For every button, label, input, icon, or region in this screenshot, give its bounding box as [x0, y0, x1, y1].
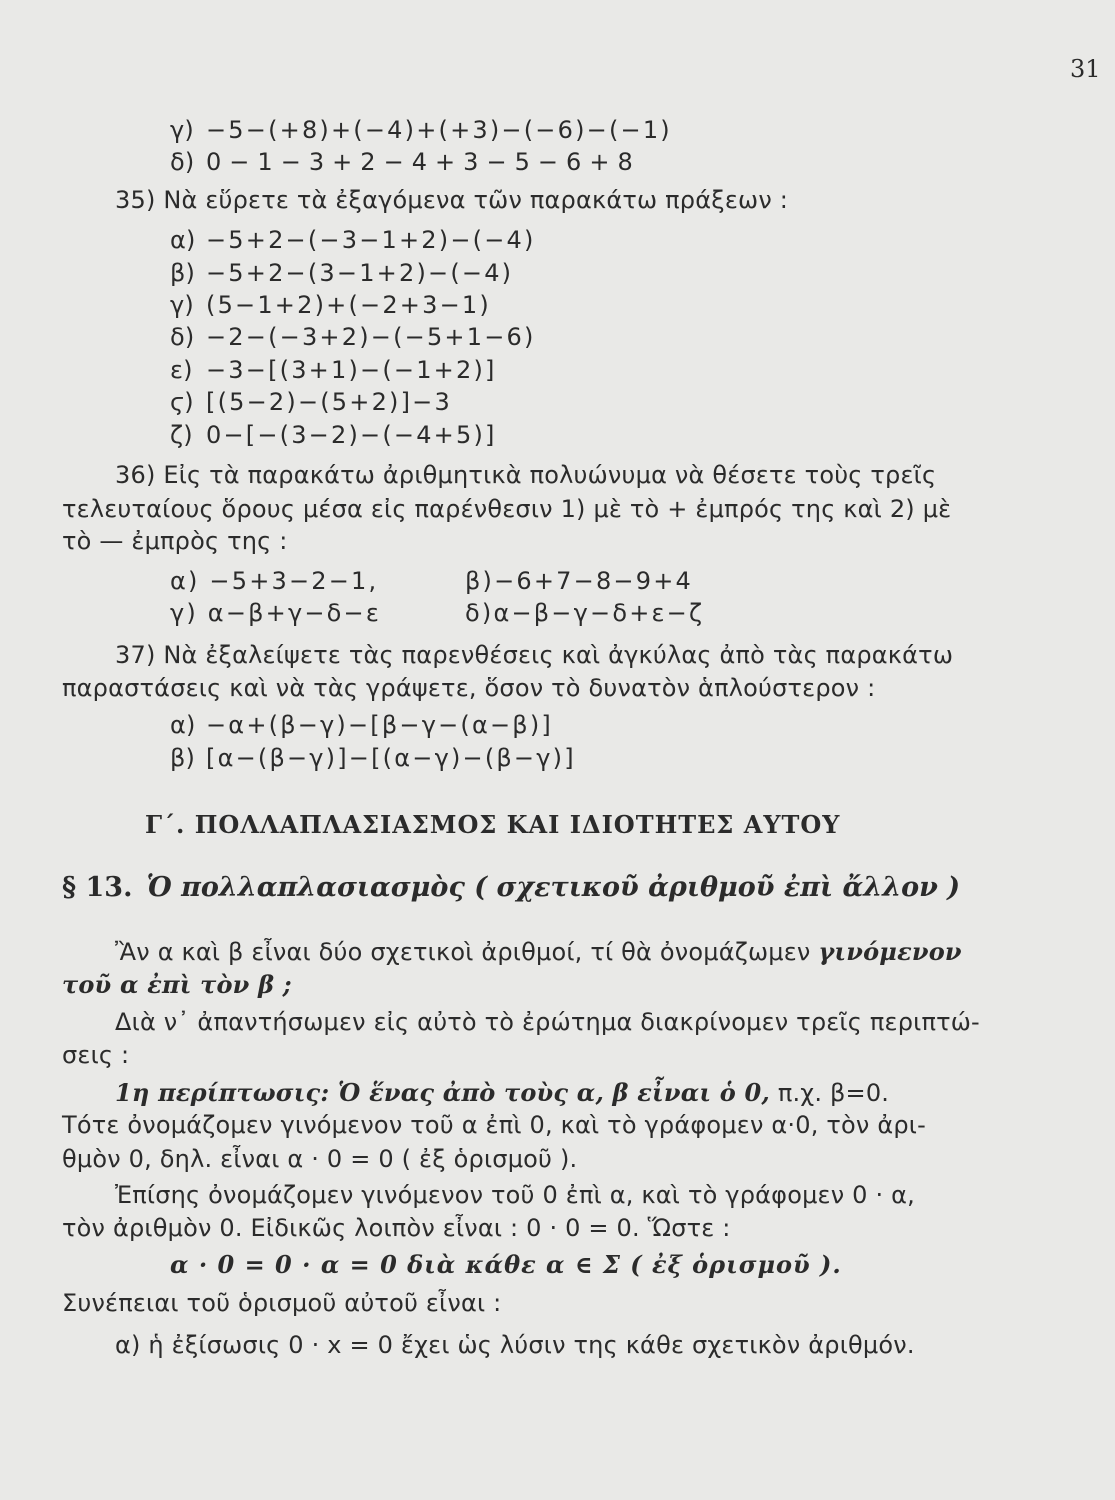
- definition-formula: α · 0 = 0 · α = 0 διὰ κάθε α ∈ Σ ( ἐξ ὁρισμοῦ ).: [170, 1250, 842, 1279]
- item-label: δ): [170, 323, 195, 351]
- paragraph-line: α) ἡ ἐξίσωσις 0 · x = 0 ἔχει ὡς λύσιν της κάθε σχετικὸν ἀριθμόν.: [115, 1331, 915, 1359]
- section-title: Ὁ πολλαπλασιασμὸς ( σχετικοῦ ἀριθμοῦ ἐπὶ ἄλλον ): [146, 872, 961, 903]
- item-label: γ): [170, 291, 194, 319]
- list-item: [170, 115, 672, 145]
- item-label: α): [170, 226, 196, 254]
- page-number: 31: [1070, 55, 1101, 83]
- item-label: α): [170, 711, 196, 739]
- item-expression: −2−(−3+2)−(−5+1−6): [206, 323, 536, 351]
- item-expression: −5−(+8)+(−4)+(+3)−(−6)−(−1): [206, 116, 672, 144]
- list-item: [170, 420, 497, 450]
- exercise-36-line: τελευταίους ὅρους μέσα εἰς παρένθεσιν 1) μὲ τὸ + ἐμπρός της καὶ 2) μὲ: [62, 495, 952, 523]
- case-1-heading: [115, 1078, 889, 1108]
- item-expression: −3−[(3+1)−(−1+2)]: [206, 356, 497, 384]
- list-item: [170, 743, 576, 773]
- exercise-37-line: 37) Νὰ ἐξαλείψετε τὰς παρενθέσεις καὶ ἀγκύλας ἀπὸ τὰς παρακάτω: [115, 641, 954, 669]
- item-expression: (5−1+2)+(−2+3−1): [206, 291, 491, 319]
- paragraph-text: Ἂν α καὶ β εἶναι δύο σχετικοὶ ἀριθμοί, τί θὰ ὀνομάζωμεν: [115, 938, 811, 966]
- exercise-36-item: α) −5+3−2−1,: [170, 567, 379, 595]
- section-number: § 13.: [62, 872, 133, 903]
- exercise-35-title: 35) Νὰ εὕρετε τὰ ἐξαγόμενα τῶν παρακάτω πράξεων :: [115, 186, 789, 214]
- list-item: [170, 290, 491, 320]
- list-item: [170, 322, 536, 352]
- case-1-example: π.χ. β=0.: [777, 1079, 890, 1107]
- list-item: [170, 387, 452, 417]
- exercise-36-line: 36) Εἰς τὰ παρακάτω ἀριθμητικὰ πολυώνυμα νὰ θέσετε τοὺς τρεῖς: [115, 461, 937, 489]
- item-label: β): [170, 744, 196, 772]
- exercise-36-item: β)−6+7−8−9+4: [465, 567, 693, 595]
- list-item: [170, 147, 633, 177]
- item-expression: 0−[−(3−2)−(−4+5)]: [206, 421, 497, 449]
- item-expression: [α−(β−γ)]−[(α−γ)−(β−γ)]: [206, 744, 576, 772]
- item-label: δ): [170, 148, 195, 176]
- paragraph-line: Τότε ὀνομάζομεν γινόμενον τοῦ α ἐπὶ 0, καὶ τὸ γράφομεν α·0, τὸν ἀρι-: [62, 1111, 926, 1139]
- exercise-36-line: τὸ — ἐμπρὸς της :: [62, 527, 288, 555]
- item-label: γ): [170, 116, 194, 144]
- section-heading: [62, 872, 960, 903]
- item-expression: −5+2−(−3−1+2)−(−4): [206, 226, 536, 254]
- item-expression: −α+(β−γ)−[β−γ−(α−β)]: [206, 711, 553, 739]
- item-expression: −5+2−(3−1+2)−(−4): [206, 259, 514, 287]
- item-label: ϛ): [170, 388, 194, 416]
- exercise-36-item: δ)α−β−γ−δ+ε−ζ: [465, 599, 705, 627]
- list-item: [170, 710, 553, 740]
- paragraph-line: θμὸν 0, δηλ. εἶναι α · 0 = 0 ( ἐξ ὁρισμοῦ ).: [62, 1145, 578, 1173]
- bold-term: γινόμενον: [818, 937, 962, 966]
- exercise-36-item: γ) α−β+γ−δ−ε: [170, 599, 382, 627]
- paragraph-line: σεις :: [62, 1041, 130, 1069]
- paragraph-line: Διὰ ν᾽ ἀπαντήσωμεν εἰς αὐτὸ τὸ ἐρώτημα διακρίνομεν τρεῖς περιπτώ-: [115, 1008, 980, 1036]
- item-label: ε): [170, 356, 193, 384]
- item-label: β): [170, 259, 196, 287]
- paragraph-line: Ἐπίσης ὀνομάζομεν γινόμενον τοῦ 0 ἐπὶ α, καὶ τὸ γράφομεν 0 · α,: [115, 1181, 915, 1209]
- case-1-bold: 1η περίπτωσις: Ὁ ἕνας ἀπὸ τοὺς α, β εἶναι ὁ 0,: [115, 1078, 770, 1107]
- list-item: [170, 258, 513, 288]
- item-label: ζ): [170, 421, 193, 449]
- list-item: [170, 225, 536, 255]
- paragraph-line: Συνέπειαι τοῦ ὁρισμοῦ αὐτοῦ εἶναι :: [62, 1289, 502, 1317]
- paragraph-line: [115, 937, 962, 967]
- paragraph-line: τὸν ἀριθμὸν 0. Εἰδικῶς λοιπὸν εἶναι : 0 · 0 = 0. Ὥστε :: [62, 1214, 731, 1242]
- chapter-heading: Γ΄. ΠΟΛΛΑΠΛΑΣΙΑΣΜΟΣ ΚΑΙ ΙΔΙΟΤΗΤΕΣ ΑΥΤΟΥ: [145, 810, 841, 839]
- exercise-37-line: παραστάσεις καὶ νὰ τὰς γράψετε, ὅσον τὸ δυνατὸν ἁπλούστερον :: [62, 674, 876, 702]
- item-expression: 0 − 1 − 3 + 2 − 4 + 3 − 5 − 6 + 8: [206, 148, 633, 176]
- bold-term: τοῦ α ἐπὶ τὸν β ;: [62, 970, 292, 999]
- list-item: [170, 355, 497, 385]
- item-expression: [(5−2)−(5+2)]−3: [206, 388, 452, 416]
